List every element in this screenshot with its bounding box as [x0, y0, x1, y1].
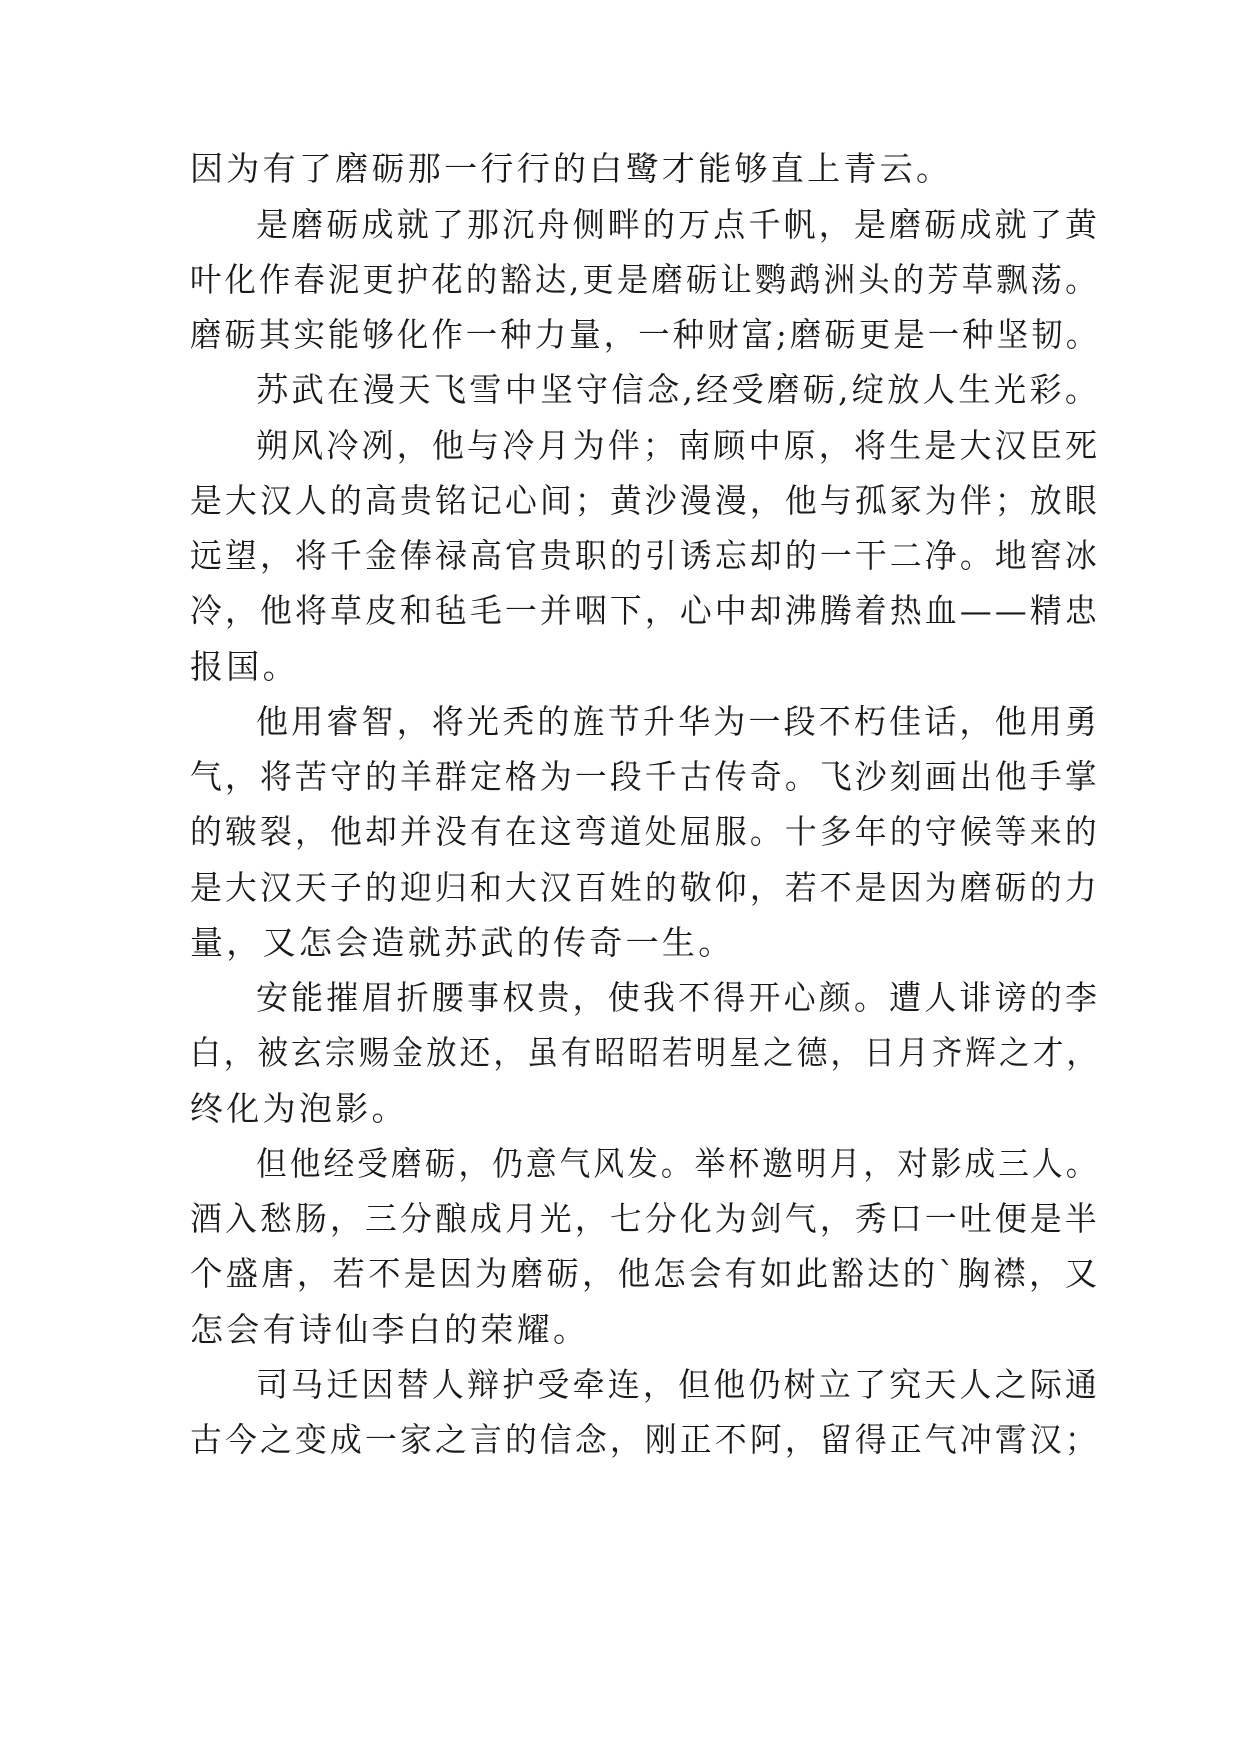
text-line: 的皲裂，他却并没有在这弯道处屈服。十多年的守候等来的: [190, 812, 1100, 851]
text-line: 磨砺其实能够化作一种力量，一种财富;磨砺更是一种坚韧。: [190, 315, 1101, 354]
text-line: 白，被玄宗赐金放还，虽有昭昭若明星之德，日月齐辉之才，: [190, 1033, 1101, 1072]
text-line: 远望，将千金俸禄高官贵职的引诱忘却的一干二净。地窖冰: [190, 536, 1100, 575]
text-line: 个盛唐，若不是因为磨砺，他怎会有如此豁达的`胸襟，又: [190, 1254, 1101, 1293]
text-line: 量，又怎会造就苏武的传奇一生。: [190, 923, 735, 962]
paragraph-start-line: 安能摧眉折腰事权贵，使我不得开心颜。遭人诽谤的李: [256, 978, 1101, 1017]
text-line: 气，将苦守的羊群定格为一段千古传奇。飞沙刻画出他手掌: [190, 757, 1100, 796]
paragraph-start-line: 是磨砺成就了那沉舟侧畔的万点千帆，是磨砺成就了黄: [256, 205, 1101, 244]
text-line: 冷，他将草皮和毡毛一并咽下，心中却沸腾着热血——精忠: [190, 591, 1100, 630]
text-line: 古今之变成一家之言的信念，刚正不阿，留得正气冲霄汉；: [190, 1420, 1100, 1459]
text-line: 叶化作春泥更护花的豁达,更是磨砺让鹦鹉洲头的芳草飘荡。: [190, 260, 1100, 299]
text-line: 终化为泡影。: [190, 1089, 408, 1128]
paragraph-start-line: 苏武在漫天飞雪中坚守信念,经受磨砺,绽放人生光彩。: [256, 370, 1101, 409]
paragraph-start-line: 他用睿智，将光秃的旌节升华为一段不朽佳话，他用勇: [256, 702, 1101, 741]
text-line: 是大汉人的高贵铭记心间；黄沙漫漫，他与孤冢为伴；放眼: [190, 481, 1100, 520]
text-line: 是大汉天子的迎归和大汉百姓的敬仰，若不是因为磨砺的力: [190, 868, 1100, 907]
text-line: 因为有了磨砺那一行行的白鹭才能够直上青云。: [190, 149, 953, 188]
text-line: 怎会有诗仙李白的荣耀。: [190, 1310, 590, 1349]
paragraph-start-line: 司马迁因替人辩护受牵连，但他仍树立了究天人之际通: [256, 1365, 1101, 1404]
paragraph-start-line: 朔风冷冽，他与冷月为伴；南顾中原，将生是大汉臣死: [256, 426, 1101, 465]
text-line: 报国。: [190, 647, 299, 686]
paragraph-start-line: 但他经受磨砺，仍意气风发。举杯邀明月，对影成三人。: [256, 1144, 1100, 1183]
text-line: 酒入愁肠，三分酿成月光，七分化为剑气，秀口一吐便是半: [190, 1199, 1100, 1238]
